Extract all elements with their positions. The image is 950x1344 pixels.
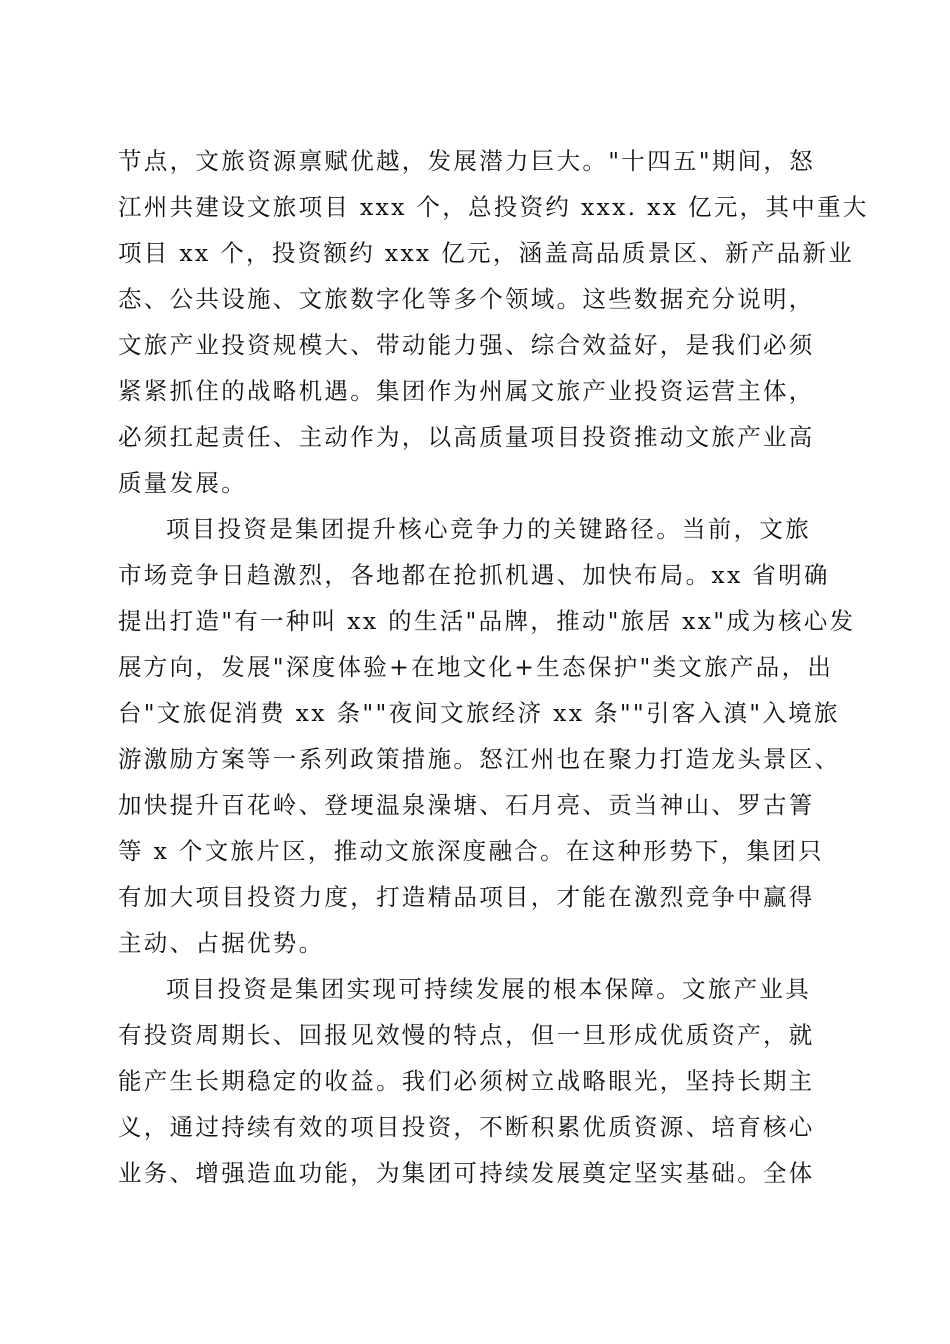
paragraph-start-line: 项目投资是集团提升核心竞争力的关键路径。当前，文旅 — [166, 515, 811, 543]
text-line: 有投资周期长、回报见效慢的特点，但一旦形成优质资产，就 — [118, 1021, 815, 1049]
text-line: 必须扛起责任、主动作为，以高质量项目投资推动文旅产业高 — [118, 423, 815, 451]
text-line: 质量发展。 — [118, 469, 247, 497]
text-line: 义，通过持续有效的项目投资，不断积累优质资源、培育核心 — [118, 1113, 815, 1141]
text-line: 紧紧抓住的战略机遇。集团作为州属文旅产业投资运营主体， — [118, 377, 815, 405]
paragraph-start-line: 项目投资是集团实现可持续发展的根本保障。文旅产业具 — [166, 975, 811, 1003]
text-line: 态、公共设施、文旅数字化等多个领域。这些数据充分说明， — [118, 285, 815, 313]
text-line: 提出打造"有一种叫 xx 的生活"品牌，推动"旅居 xx"成为核心发 — [118, 607, 856, 635]
text-line: 等 x 个文旅片区，推动文旅深度融合。在这种形势下，集团只 — [118, 837, 824, 865]
text-line: 江州共建设文旅项目 xxx 个，总投资约 xxx. xx 亿元，其中重大 — [118, 193, 869, 221]
text-line: 文旅产业投资规模大、带动能力强、综合效益好，是我们必须 — [118, 331, 815, 359]
text-line: 加快提升百花岭、登埂温泉澡塘、石月亮、贡当神山、罗古箐 — [118, 791, 815, 819]
text-line: 市场竞争日趋激烈，各地都在抢抓机遇、加快布局。xx 省明确 — [118, 561, 830, 589]
text-line: 主动、占据优势。 — [118, 929, 325, 957]
text-line: 项目 xx 个，投资额约 xxx 亿元，涵盖高品质景区、新产品新业 — [118, 239, 855, 267]
text-line: 展方向，发展"深度体验+在地文化+生态保护"类文旅产品，出 — [118, 653, 834, 681]
text-line: 台"文旅促消费 xx 条""夜间文旅经济 xx 条""引客入滇"入境旅 — [118, 699, 840, 727]
text-line: 能产生长期稳定的收益。我们必须树立战略眼光，坚持长期主 — [118, 1067, 815, 1095]
text-line: 有加大项目投资力度，打造精品项目，才能在激烈竞争中赢得 — [118, 883, 815, 911]
text-line: 业务、增强造血功能，为集团可持续发展奠定坚实基础。全体 — [118, 1159, 815, 1187]
text-line: 游激励方案等一系列政策措施。怒江州也在聚力打造龙头景区、 — [118, 745, 841, 773]
text-line: 节点，文旅资源禀赋优越，发展潜力巨大。"十四五"期间，怒 — [118, 147, 816, 175]
